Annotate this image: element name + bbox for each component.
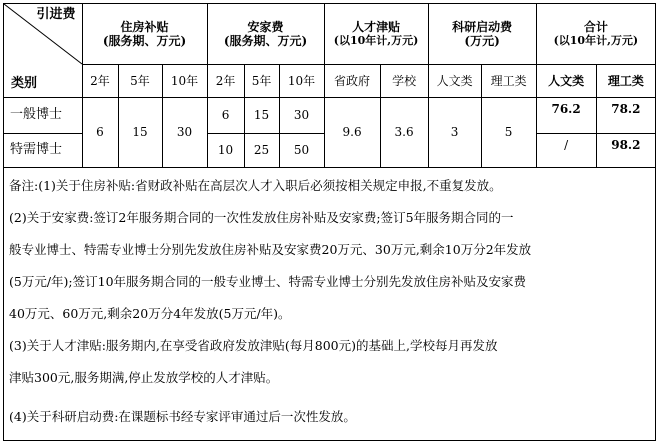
note-line-2: (2)关于安家费:签订2年服务期合同的一次性发放住房补贴及安家费;签订5年服务期合同的一 [9, 210, 514, 225]
note-line-6: (3)关于人才津贴:服务期内,在享受省政府发放津贴(每月800元)的基础上,学校每月再发放 [9, 338, 498, 353]
subheader-housing-2y: 2年 [82, 64, 118, 97]
cell-housing-10y: 30 [162, 97, 207, 167]
subheader-talent-school: 学校 [380, 64, 428, 97]
row-label-special: 特需博士 [4, 133, 82, 167]
cell-settle-2y-general: 6 [207, 97, 244, 133]
settle-header [207, 4, 324, 64]
cell-talent-prov: 9.6 [324, 97, 380, 167]
research-unit: (万元) [464, 33, 500, 48]
subheader-row [4, 64, 655, 97]
subheader-settle-5y: 5年 [244, 64, 279, 97]
cell-settle-2y-special: 10 [207, 133, 244, 167]
subheader-talent-prov: 省政府 [324, 64, 380, 97]
talent-header [324, 4, 428, 64]
note-line-4: (5万元/年);签订10年服务期合同的一般专业博士、特需专业博士分别先发放住房补贴及安家费 [9, 274, 527, 289]
cell-total-hum-general: 76.2 [536, 97, 596, 133]
settle-unit: (服务期、万元) [223, 33, 308, 48]
cell-settle-10y-general: 30 [279, 97, 324, 133]
cell-research-hum: 3 [428, 97, 481, 167]
cell-research-sci: 5 [481, 97, 536, 167]
total-unit: (以10年计,万元) [553, 33, 639, 47]
subheader-housing-10y: 10年 [162, 64, 207, 97]
settle-title: 安家费 [247, 19, 284, 34]
cell-total-hum-special: / [536, 133, 596, 167]
subheader-housing-5y: 5年 [118, 64, 162, 97]
subheader-research-sci: 理工类 [481, 64, 536, 97]
note-line-7: 津贴300元,服务期满,停止发放学校的人才津贴。 [9, 370, 279, 385]
cell-settle-10y-special: 50 [279, 133, 324, 167]
talent-title: 人才津贴 [352, 19, 401, 34]
note-line-3: 般专业博士、特需专业博士分别先发放住房补贴及安家费20万元、30万元,剩余10万分2年发放 [9, 242, 532, 257]
subsidy-table [4, 4, 655, 168]
housing-header [82, 4, 207, 64]
subheader-total-sci: 理工类 [596, 64, 655, 97]
row-label-general: 一般博士 [4, 97, 82, 133]
research-header [428, 4, 536, 64]
subheader-settle-2y: 2年 [207, 64, 244, 97]
header-row [4, 4, 655, 64]
corner-header-bottom: 类别 [11, 75, 38, 91]
housing-title: 住房补贴 [120, 19, 169, 34]
corner-header-cell [4, 4, 82, 97]
note-line-5: 40万元、60万元,剩余20万分4年发放(5万元/年)。 [9, 306, 291, 321]
cell-settle-5y-special: 25 [244, 133, 279, 167]
cell-talent-school: 3.6 [380, 97, 428, 167]
subheader-research-hum: 人文类 [428, 64, 481, 97]
corner-header-top: 引进费 [36, 7, 76, 22]
cell-housing-5y: 15 [118, 97, 162, 167]
subheader-total-hum: 人文类 [536, 64, 596, 97]
research-title: 科研启动费 [452, 19, 513, 34]
total-header [536, 4, 655, 64]
note-line-8: (4)关于科研启动费:在课题标书经专家评审通过后一次性发放。 [9, 409, 356, 424]
cell-housing-2y: 6 [82, 97, 118, 167]
table-row-general [4, 97, 655, 133]
housing-unit: (服务期、万元) [102, 33, 187, 48]
note-line-1: 备注:(1)关于住房补贴:省财政补贴在高层次人才入职后必须按相关规定申报,不重复发放。 [9, 178, 502, 193]
cell-total-sci-special: 98.2 [596, 133, 655, 167]
subsidy-document [3, 3, 656, 441]
total-title: 合计 [583, 19, 608, 34]
cell-total-sci-general: 78.2 [596, 97, 655, 133]
talent-unit: (以10年计,万元) [333, 33, 419, 47]
subheader-settle-10y: 10年 [279, 64, 324, 97]
cell-settle-5y-general: 15 [244, 97, 279, 133]
